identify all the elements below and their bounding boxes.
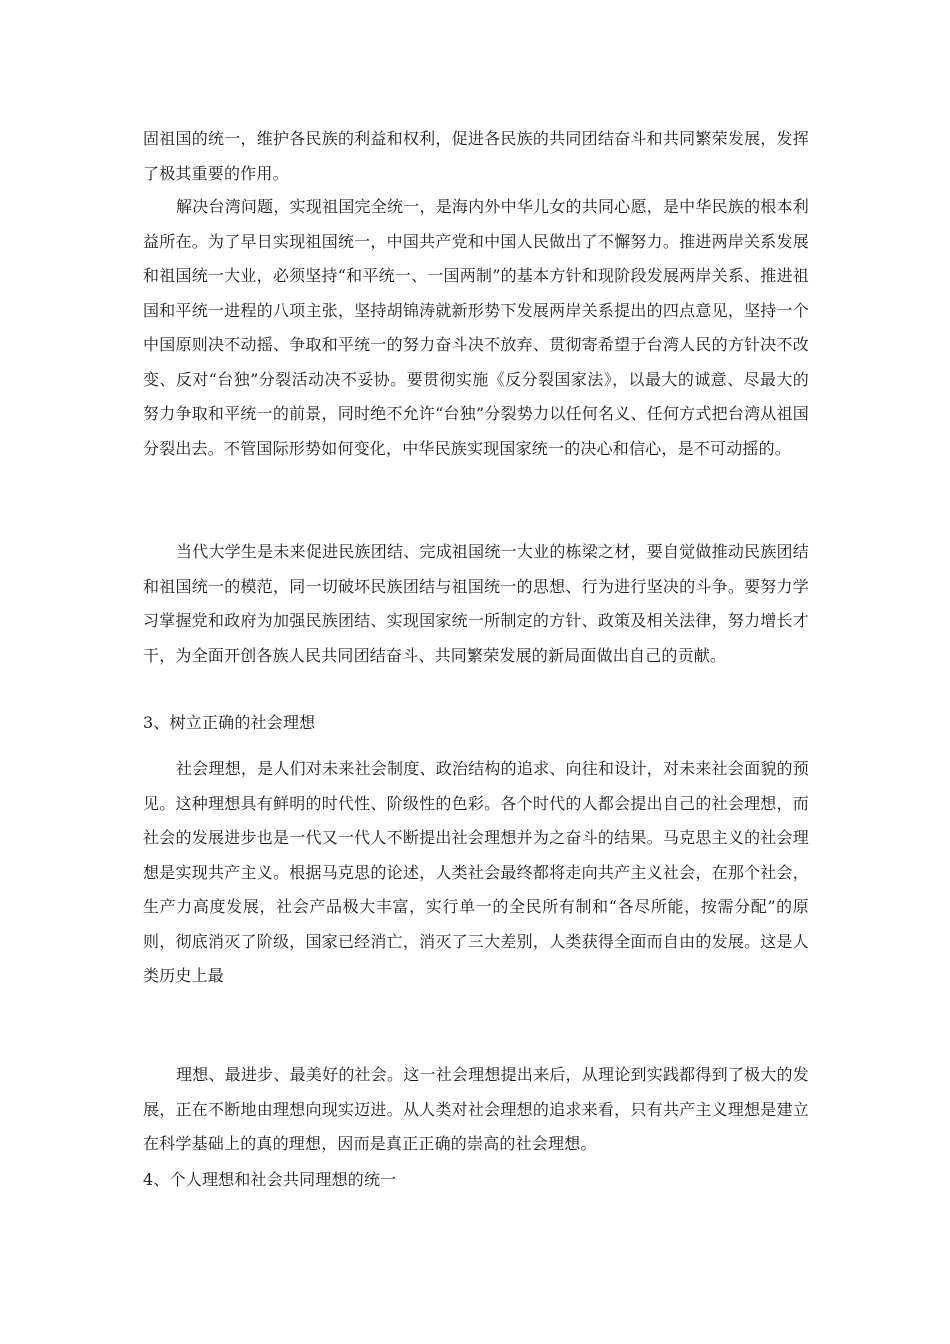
paragraph-college-students: 当代大学生是未来促进民族团结、完成祖国统一大业的栋梁之材，要自觉做推动民族团结和祖国统一的模范，同一切破坏民族团结与祖国统一的思想、行为进行坚决的斗争。要努力学习掌握党和政府为加强民族团结、实现国家统一所制定的方针、政策及相关法律，努力增长才干，为全面开创各族人民共同团结奋斗、共同繁荣发展的新局面做出自己的贡献。 bbox=[143, 542, 809, 665]
paragraph-taiwan-question: 解决台湾问题，实现祖国完全统一，是海内外中华儿女的共同心愿，是中华民族的根本利益所在。为了早日实现祖国统一，中国共产党和中国人民做出了不懈努力。推进两岸关系发展和祖国统一大业，必须坚持“和平统一、一国两制”的基本方针和现阶段发展两岸关系、推进祖国和平统一进程的八项主张，坚持胡锦涛就新形势下发展两岸关系提出的四点意见，坚持一个中国原则决不动摇、争取和平统一的努力奋斗决不放弃、贯彻寄希望于台湾人民的方针决不改变、反对“台独”分裂活动决不妥协。要贯彻实施《反分裂国家法》，以最大的诚意、尽最大的努力争取和平统一的前景，同时绝不允许“台独”分裂势力以任何名义、任何方式把台湾从祖国分裂出去。不管国际形势如何变化，中华民族实现国家统一的决心和信心，是不可动摇的。 bbox=[143, 197, 809, 458]
paragraph-social-ideal-definition: 社会理想，是人们对未来社会制度、政治结构的追求、向往和设计，对未来社会面貌的预见。这种理想具有鲜明的时代性、阶级性的色彩。各个时代的人都会提出自己的社会理想，而社会的发展进步也是一代又一代人不断提出社会理想并为之奋斗的结果。马克思主义的社会理想是实现共产主义。根据马克思的论述，人类社会最终都将走向共产主义社会，在那个社会，生产力高度发展，社会产品极大丰富，实行单一的全民所有制和“各尽所能，按需分配”的原则，彻底消灭了阶级，国家已经消亡，消灭了三大差别，人类获得全面而自由的发展。这是人类历史上最 bbox=[143, 759, 809, 985]
section-heading-ideal-unity: 4、个人理想和社会共同理想的统一 bbox=[143, 1170, 397, 1189]
paragraph-national-unity-continued: 固祖国的统一，维护各民族的利益和权利，促进各民族的共同团结奋斗和共同繁荣发展，发挥了极其重要的作用。 bbox=[143, 129, 809, 183]
section-heading-social-ideal: 3、树立正确的社会理想 bbox=[143, 713, 316, 732]
paragraph-ideal-society: 理想、最进步、最美好的社会。这一社会理想提出来后，从理论到实践都得到了极大的发展，正在不断地由理想向现实迈进。从人类对社会理想的追求来看，只有共产主义理想是建立在科学基础上的真的理想，因而是真正正确的崇高的社会理想。 bbox=[143, 1065, 809, 1153]
